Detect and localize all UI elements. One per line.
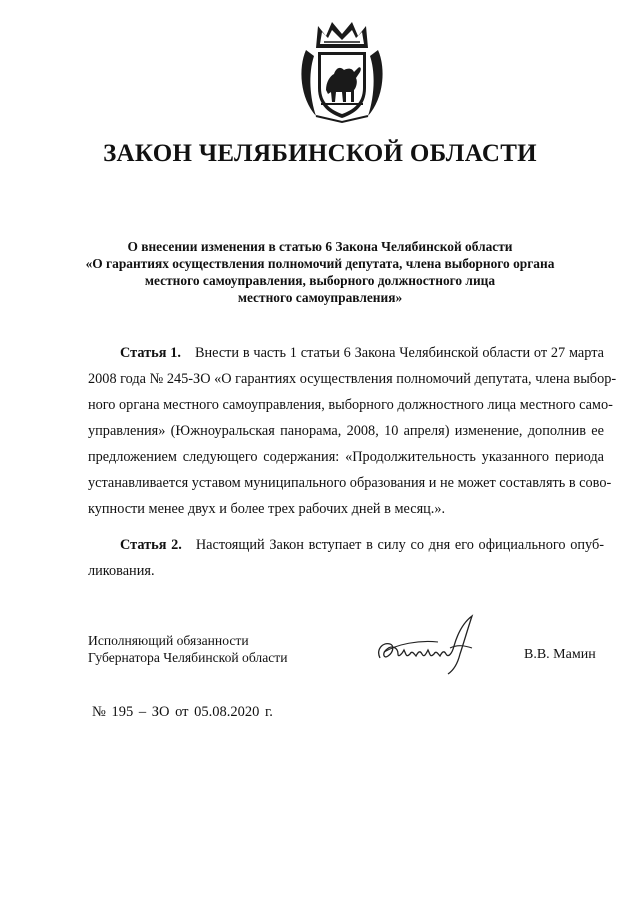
article-1-line: 2008 года № 245-ЗО «О гарантиях осуществления полномочий депутата, члена выбор- [88,371,617,387]
law-subtitle [60,238,580,306]
article-1 [88,340,617,522]
signatory-position [88,632,288,666]
article-1-line: управления» (Южноуральская панорама, 2008, 10 апреля) изменение, дополнив ее [88,423,604,439]
article-2 [88,532,604,584]
article-1-line: ного органа местного самоуправления, выборного должностного лица местного само- [88,397,613,413]
article-2-line [88,532,604,558]
article-2-line: ликования. [88,563,155,579]
registration-number: № 195 – ЗО от 05.08.2020 г. [92,704,273,720]
position-line: Исполняющий обязанности [88,633,249,648]
signatory-name: В.В. Мамин [524,647,596,662]
subtitle-line: «О гарантиях осуществления полномочий депутата, члена выборного органа [85,256,555,271]
subtitle-line: местного самоуправления» [237,290,403,305]
handwritten-signature-icon [368,614,494,676]
article-1-line: купности менее двух и более трех рабочих дней в месяц.». [88,501,446,517]
coat-of-arms-icon [296,18,388,126]
document-title: ЗАКОН ЧЕЛЯБИНСКОЙ ОБЛАСТИ [103,140,537,167]
article-1-line: устанавливается уставом муниципального образования и не может составлять в сово- [88,475,612,491]
article-1-line: предложением следующего содержания: «Продолжительность указанного периода [88,449,604,465]
article-1-heading: Статья 1. [120,345,181,361]
subtitle-line: местного самоуправления, выборного должностного лица [144,273,496,288]
position-line: Губернатора Челябинской области [88,650,288,665]
article-2-text: Настоящий Закон вступает в силу со дня его официального опуб- [195,537,604,553]
subtitle-line: О внесении изменения в статью 6 Закона Челябинской области [127,239,513,254]
article-1-text: Внести в часть 1 статьи 6 Закона Челябинской области от 27 марта [194,345,604,361]
article-2-heading: Статья 2. [120,537,182,553]
article-1-line [88,340,604,366]
